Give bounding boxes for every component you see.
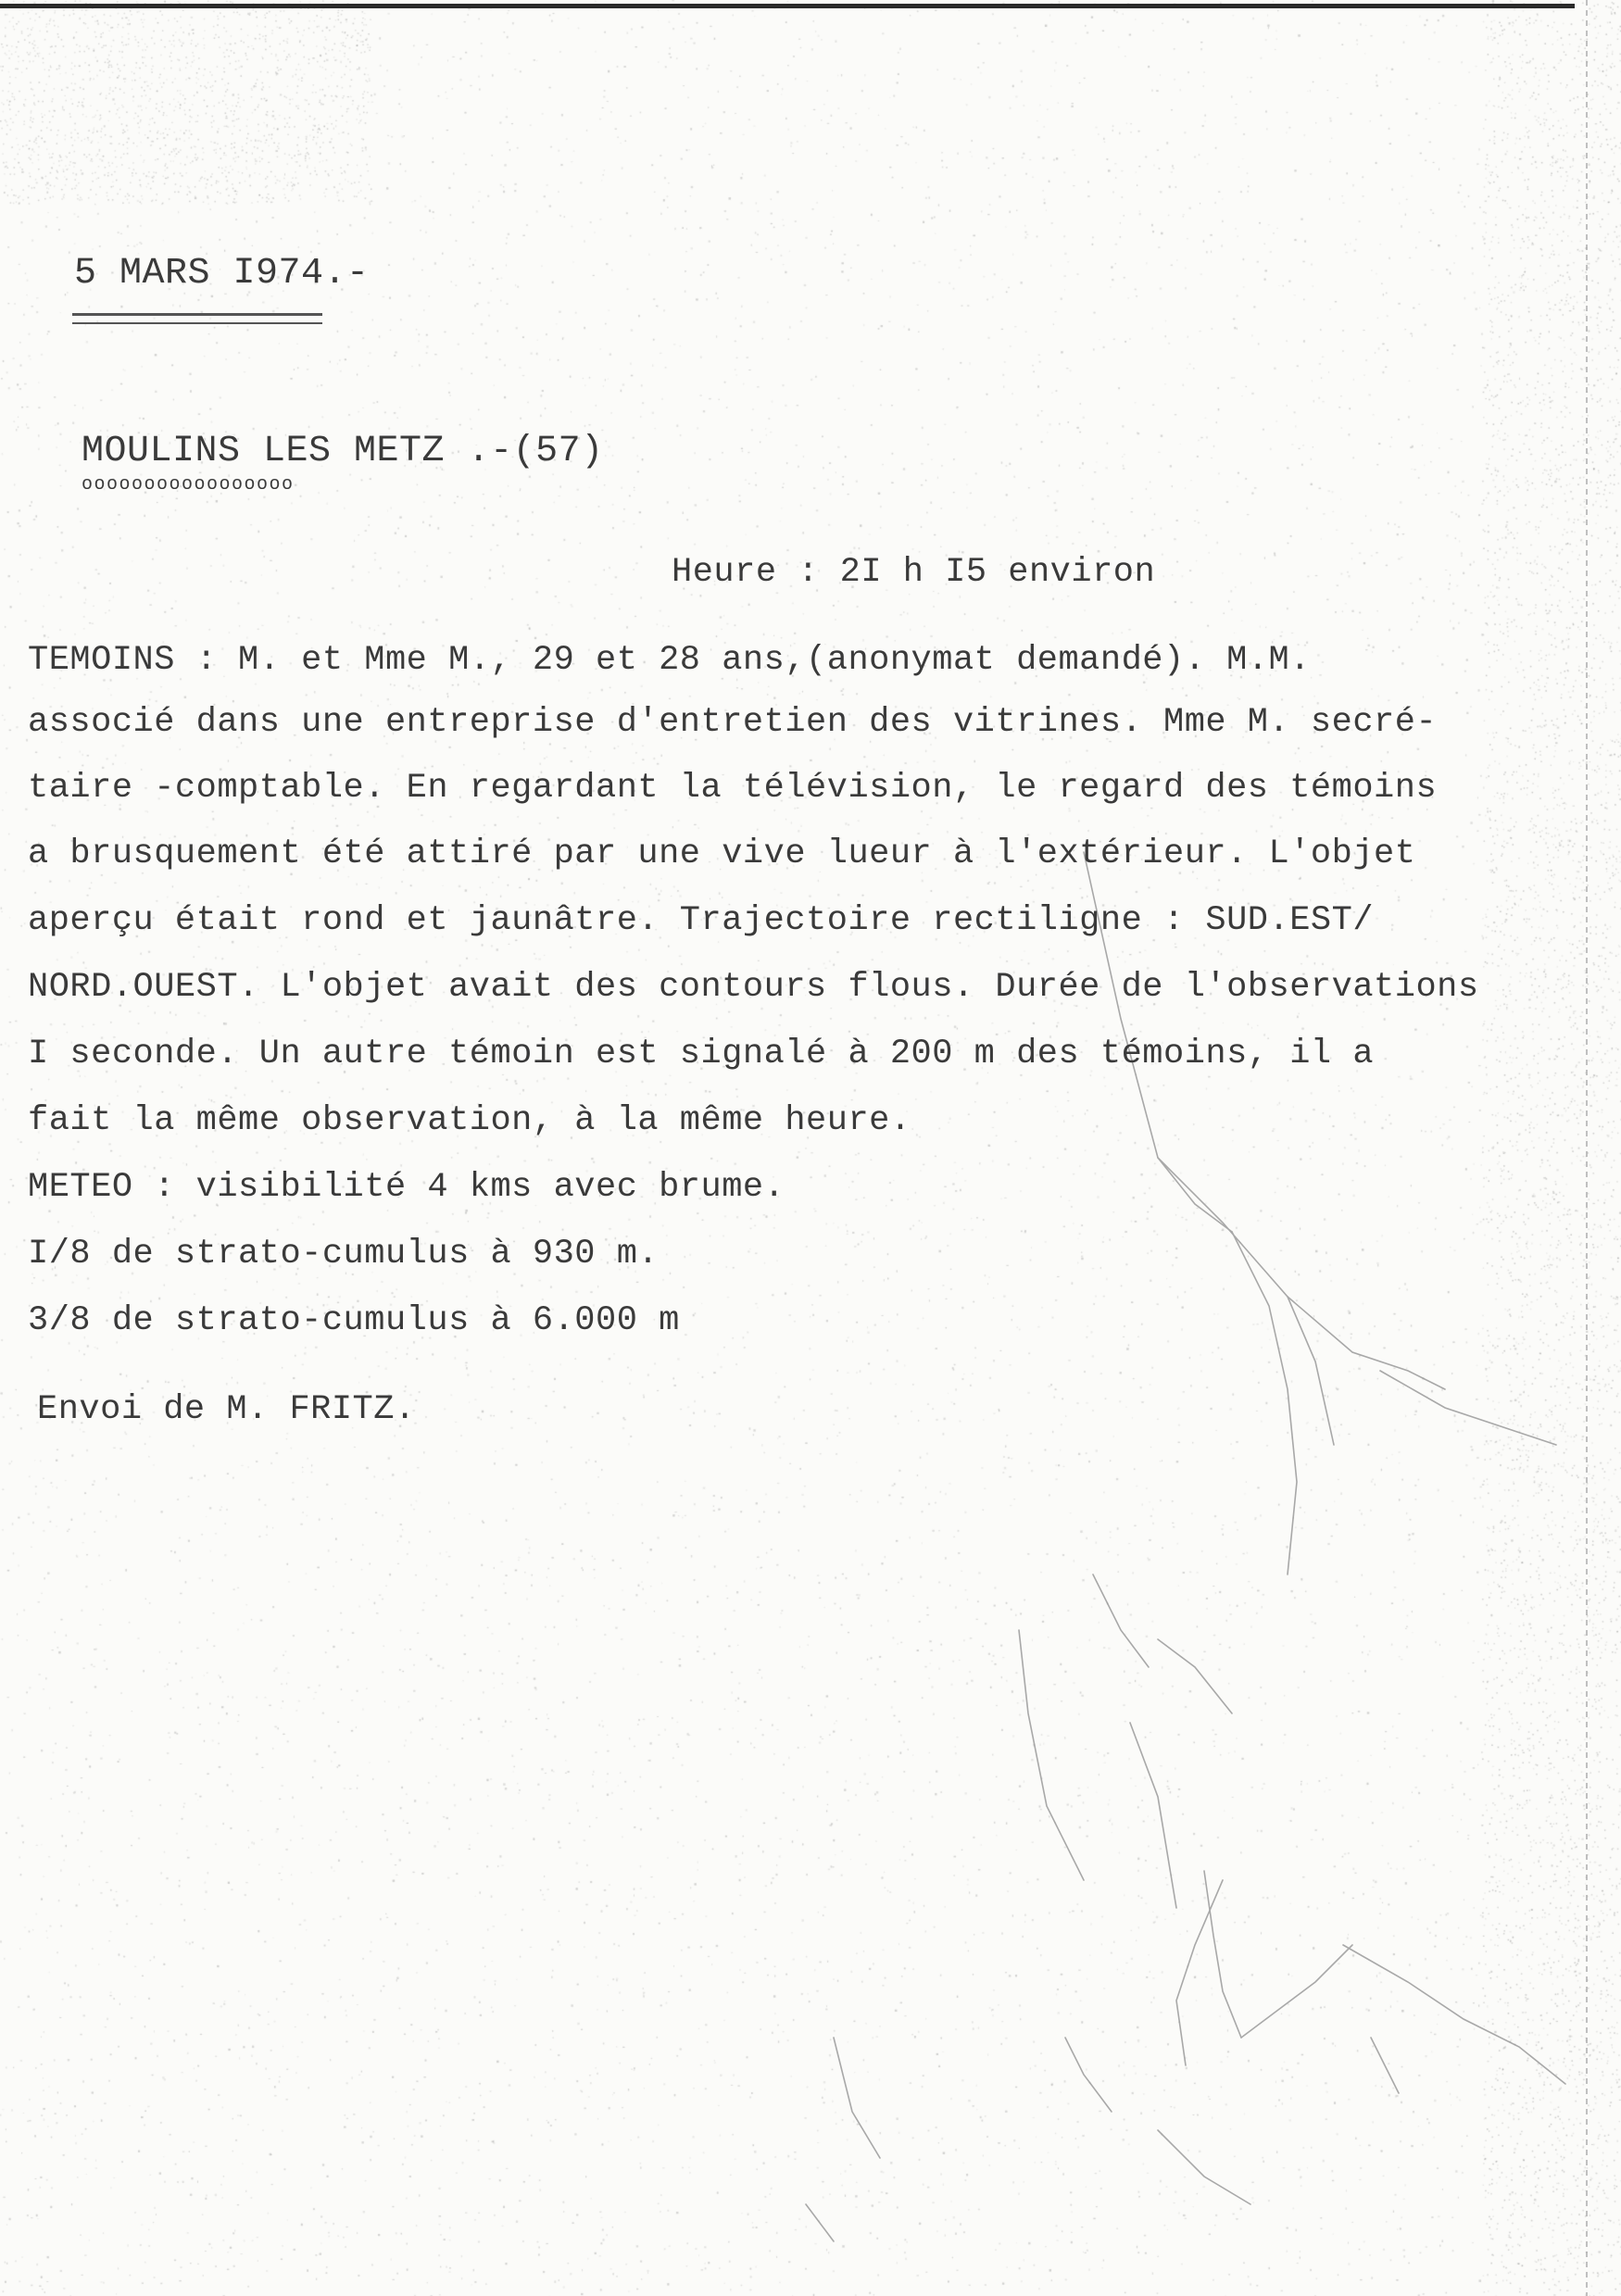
sender-line: Envoi de M. FRITZ. xyxy=(37,1390,416,1429)
body-line-7: I seconde. Un autre témoin est signalé à 200 m des témoins, il a xyxy=(28,1035,1375,1073)
cloud-line-1: I/8 de strato-cumulus à 930 m. xyxy=(28,1235,660,1273)
body-line-6: NORD.OUEST. L'objet avait des contours flous. Durée de l'observations xyxy=(28,968,1479,1007)
body-line-8: fait la même observation, à la même heure. xyxy=(28,1101,911,1140)
document-date: 5 MARS I974.- xyxy=(74,253,370,295)
meteo-line: METEO : visibilité 4 kms avec brume. xyxy=(28,1168,785,1207)
cloud-line-2: 3/8 de strato-cumulus à 6.000 m xyxy=(28,1301,680,1340)
location-heading: MOULINS LES METZ .-(57) xyxy=(82,431,604,472)
body-line-1: TEMOINS : M. et Mme M., 29 et 28 ans,(anonymat demandé). M.M. xyxy=(28,641,1311,680)
location-underline: ooooooooooooooooo xyxy=(82,474,295,496)
observation-time: Heure : 2I h I5 environ xyxy=(672,553,1156,592)
date-underline xyxy=(72,313,322,324)
body-line-2: associé dans une entreprise d'entretien des vitrines. Mme M. secré- xyxy=(28,703,1438,742)
body-line-4: a brusquement été attiré par une vive lueur à l'extérieur. L'objet xyxy=(28,834,1416,873)
body-line-5: aperçu était rond et jaunâtre. Trajectoire rectiligne : SUD.EST/ xyxy=(28,901,1375,940)
body-line-3: taire -comptable. En regardant la télévision, le regard des témoins xyxy=(28,769,1438,808)
